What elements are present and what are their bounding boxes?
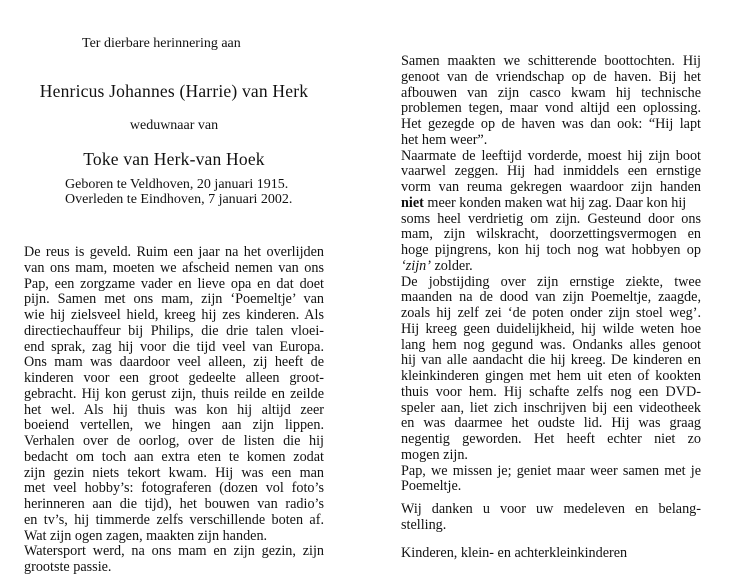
text-line: boeiend vertellen, we hingen aan zijn lippen.	[24, 417, 324, 434]
text-line: en tv’s, hij timmerde zelfs verschillende boten af.	[24, 511, 324, 528]
text-line: thuis voor hem. Hij schafte zelfs nog een DVD-	[401, 383, 701, 400]
right-body-text	[401, 54, 701, 495]
text-line: Naarmate de leeftijd vorderde, moest hij zijn boot	[401, 147, 701, 164]
text-line: Pap, een zorgzame vader en lieve opa en dat doet	[24, 275, 324, 292]
text-line: Samen maakten we schitterende boottochten. Hij	[401, 53, 701, 69]
text-line: afbouwen van zijn casco kwam hij technische	[401, 84, 701, 101]
text-line: directiechauffeur bij Philips, die drie talen vloei-	[24, 322, 324, 339]
text-line: problemen tegen, maar vond altijd een oplossing.	[401, 100, 701, 117]
text-line: De jobstijding over zijn ernstige ziekte, twee	[401, 273, 701, 290]
text-line: met veel hobby’s: fotograferen (dozen vol foto’s	[24, 480, 324, 497]
text-line: mam, zijn wilskracht, doorzettingsvermogen en	[401, 226, 701, 243]
death-line: Overleden te Eindhoven, 7 januari 2002.	[65, 192, 293, 207]
text-line: gebracht. Hij kon gerust zijn, thuis reilde en zeilde	[24, 385, 324, 402]
thanks-text	[401, 502, 701, 534]
deceased-name: Henricus Johannes (Harrie) van Herk	[39, 81, 309, 101]
text-line: Ons mam was daardoor veel alleen, zij heeft de	[24, 354, 324, 371]
signature: Kinderen, klein- en achterkleinkinderen	[401, 545, 628, 561]
text-line: grootste passie.	[24, 559, 112, 575]
text-line: bedacht om toch aan extra eten te komen zodat	[24, 448, 324, 465]
relation-line: weduwnaar van	[129, 118, 219, 133]
text-line: kinderen voor een groot gedeelte alleen groot-	[24, 370, 324, 386]
text-line: stelling.	[401, 516, 447, 533]
text-line: speler aan, liet zich inschrijven bij een videotheek	[401, 399, 701, 416]
left-body-text	[24, 245, 324, 576]
text-line: het wel. Als hij thuis was kon hij altijd zeer	[24, 401, 324, 418]
text-line: maanden na de dood van zijn Poemeltje, zaagde,	[401, 289, 701, 306]
text-line: Watersport werd, na ons mam en zijn gezin, zijn	[24, 543, 324, 560]
text-line: Wij danken u voor uw medeleven en belang-	[401, 501, 701, 517]
text-line-with-italic	[401, 259, 701, 275]
italic-word: ‘zijn’	[401, 257, 431, 274]
text-line: negentig geworden. Het heeft echter niet zo	[401, 431, 701, 447]
text-line: hoge pijngrens, kon hij toch nog wat hobbyen op	[401, 242, 701, 258]
text-line: Wat zijn ogen zagen, maakten zijn handen.	[24, 527, 268, 544]
text-line: vorm van reuma gekregen waardoor zijn handen	[401, 179, 701, 195]
text-line: soms heel verdrietig om zijn. Gesteund door ons	[401, 210, 701, 227]
text-line: het hem weer”.	[401, 131, 488, 148]
text-line: Poemeltje.	[401, 478, 462, 495]
text-line: vaarwel zeggen. Hij had inmiddels een ernstige	[401, 163, 701, 180]
text-line: van ons mam, moeten we afscheid nemen van ons	[24, 259, 324, 276]
text-line: Verhalen over de oorlog, over de listen die hij	[24, 433, 324, 449]
text-line: end sprak, zag hij voor die tijd veel van Europa.	[24, 338, 324, 355]
text-line: wie hij zielsveel hield, kreeg hij zes kinderen. Als	[24, 307, 324, 323]
birth-line: Geboren te Veldhoven, 20 januari 1915.	[65, 177, 289, 192]
text-line: Het gezegde op de haven was dan ook: “Hij lapt	[401, 116, 701, 132]
text-line: en was daarmee het oudste lid. Hij was graag	[401, 415, 701, 432]
text-line: lang hem nog gegund was. Ondanks alles genoot	[401, 336, 701, 353]
text-line: zoals hij zelf zei ‘de poten onder zijn stoel weg’.	[401, 305, 701, 321]
text-line: Hij kreeg geen duidelijkheid, hij wilde weten hoe	[401, 320, 701, 337]
text-line: herinneren aan die tijd), het bouwen van radio’s	[24, 496, 324, 512]
text-line: Pap, we missen je; geniet maar weer samen met je	[401, 462, 701, 479]
text-line: mogen zijn.	[401, 446, 468, 463]
text-line: De reus is geveld. Ruim een jaar na het overlijden	[24, 244, 324, 260]
bold-word: niet	[401, 194, 424, 211]
spouse-name: Toke van Herk-van Hoek	[83, 149, 265, 169]
text-fragment: zolder.	[430, 257, 473, 274]
intro-line: Ter dierbare herinnering aan	[82, 36, 241, 51]
text-line: hij van alle aandacht die hij kreeg. De kinderen en	[401, 352, 701, 369]
text-line-with-bold	[401, 196, 701, 212]
text-line: kleinkinderen gingen met hem uit eten of kookten	[401, 368, 701, 384]
text-line: genoot van de vriendschap op de haven. Bij het	[401, 68, 701, 85]
text-fragment: meer konden maken wat hij zag. Daar kon hij	[423, 194, 687, 211]
text-line: zijn gezin niets tekort kwam. Hij was een man	[24, 464, 324, 481]
text-line: pijn. Samen met ons mam, zijn ‘Poemeltje’ van	[24, 291, 324, 308]
